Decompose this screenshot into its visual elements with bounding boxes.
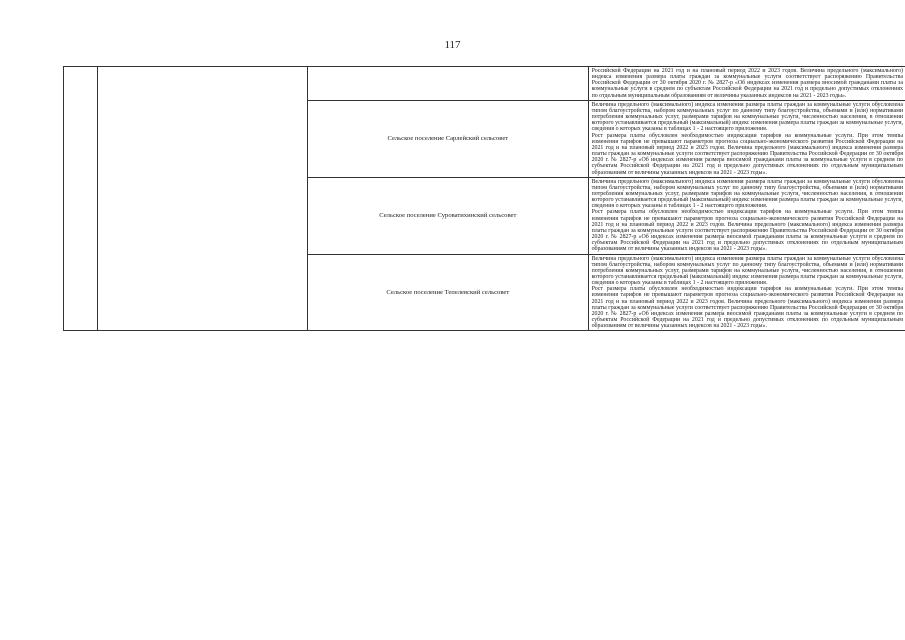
justification-paragraph: Рост размера платы обусловлен необходимостью индексации тарифов на коммунальные услуги. При этом темпы изменения тарифов не превышают параметров прогноза социально-экономического развития Российской Федерации на 2021 год и на плановый период 2022 и 2023 годов. Величина предельного (максимального) индекса изменения размера платы граждан за коммунальные услуги соответствует распоряжению Правительства Российской Федерации от 30 октября 2020 г. № 2827-р «Об индексах изменения размера вносимой гражданами платы за коммунальные услуги в среднем по субъектам Российской Федерации на 2021 год и предельно допустимых отклонениях по отдельным муниципальным образованиям от величины указанных индексов на 2021 - 2023 годы». (591, 286, 903, 330)
page-number: 117 (444, 39, 461, 51)
justification-cell (588, 100, 905, 177)
justification-cell (588, 67, 905, 101)
settlement-name-cell: Сельское поселение Суроватихинский сельсовет (308, 177, 589, 254)
settlement-name-cell: Сельское поселение Сарлейский сельсовет (308, 100, 589, 177)
justification-paragraph: Величина предельного (максимального) индекса изменения размера платы граждан за коммунальные услуги обусловлена типом благоустройства, набором коммунальных услуг по данному типу благоустройства, объемами и (или) нормативами потребления коммунальных услуг, размерами тарифов на коммунальные услуги, численностью населения, в отношении которого устанавливается предельный (максимальный) индекс изменения размера платы граждан за коммунальные услуги, сведения о которых указаны в таблицах 1 - 2 настоящего приложения. (591, 178, 903, 210)
settlement-name-cell: Сельское поселение Тепелевский сельсовет (308, 254, 589, 331)
justification-paragraph: Величина предельного (максимального) индекса изменения размера платы граждан за коммунальные услуги обусловлена типом благоустройства, набором коммунальных услуг по данному типу благоустройства, объемами и (или) нормативами потребления коммунальных услуг, размерами тарифов на коммунальные услуги, численностью населения, в отношении которого устанавливается предельный (максимальный) индекс изменения размера платы граждан за коммунальные услуги, сведения о которых указаны в таблицах 1 - 2 настоящего приложения. (591, 255, 903, 287)
justification-paragraph: Рост размера платы обусловлен необходимостью индексации тарифов на коммунальные услуги. При этом темпы изменения тарифов не превышают параметров прогноза социально-экономического развития Российской Федерации на 2021 год и на плановый период 2022 и 2023 годов. Величина предельного (максимального) индекса изменения размера платы граждан за коммунальные услуги соответствует распоряжению Правительства Российской Федерации от 30 октября 2020 г. № 2827-р «Об индексах изменения размера вносимой гражданами платы за коммунальные услуги в среднем по субъектам Российской Федерации на 2021 год и предельно допустимых отклонениях по отдельным муниципальным образованиям от величины указанных индексов на 2021 - 2023 годы». (591, 209, 903, 253)
number-column-cell (64, 67, 98, 331)
index-table (63, 66, 905, 331)
justification-cell (588, 254, 905, 331)
table-row (64, 67, 905, 101)
justification-paragraph: Рост размера платы обусловлен необходимостью индексации тарифов на коммунальные услуги. При этом темпы изменения тарифов не превышают параметров прогноза социально-экономического развития Российской Федерации на 2021 год и на плановый период 2022 и 2023 годов. Величина предельного (максимального) индекса изменения размера платы граждан за коммунальные услуги соответствует распоряжению Правительства Российской Федерации от 30 октября 2020 г. № 2827-р «Об индексах изменения размера вносимой гражданами платы за коммунальные услуги в среднем по субъектам Российской Федерации на 2021 год и предельно допустимых отклонениях по отдельным муниципальным образованиям от величины указанных индексов на 2021 - 2023 годы». (591, 132, 903, 176)
table-body (64, 67, 905, 331)
settlement-name-cell (308, 67, 589, 101)
justification-paragraph: Российской Федерации на 2021 год и на плановый период 2022 и 2023 годов. Величина предельного (максимального) индекса изменения размера платы граждан за коммунальные услуги соответствует распоряжению Правительства Российской Федерации от 30 октября 2020 г. № 2827-р «Об индексах изменения размера вносимой гражданами платы за коммунальные услуги в среднем по субъектам Российской Федерации на 2021 год и предельно допустимых отклонениях по отдельным муниципальным образованиям от величины указанных индексов на 2021 - 2023 годы». (591, 68, 903, 99)
justification-cell (588, 177, 905, 254)
justification-paragraph: Величина предельного (максимального) индекса изменения размера платы граждан за коммунальные услуги обусловлена типом благоустройства, набором коммунальных услуг по данному типу благоустройства, объемами и (или) нормативами потребления коммунальных услуг, размерами тарифов на коммунальные услуги, численностью населения, в отношении которого устанавливается предельный (максимальный) индекс изменения размера платы граждан за коммунальные услуги, сведения о которых указаны в таблицах 1 - 2 настоящего приложения. (591, 101, 903, 133)
municipality-column-cell (97, 67, 307, 331)
